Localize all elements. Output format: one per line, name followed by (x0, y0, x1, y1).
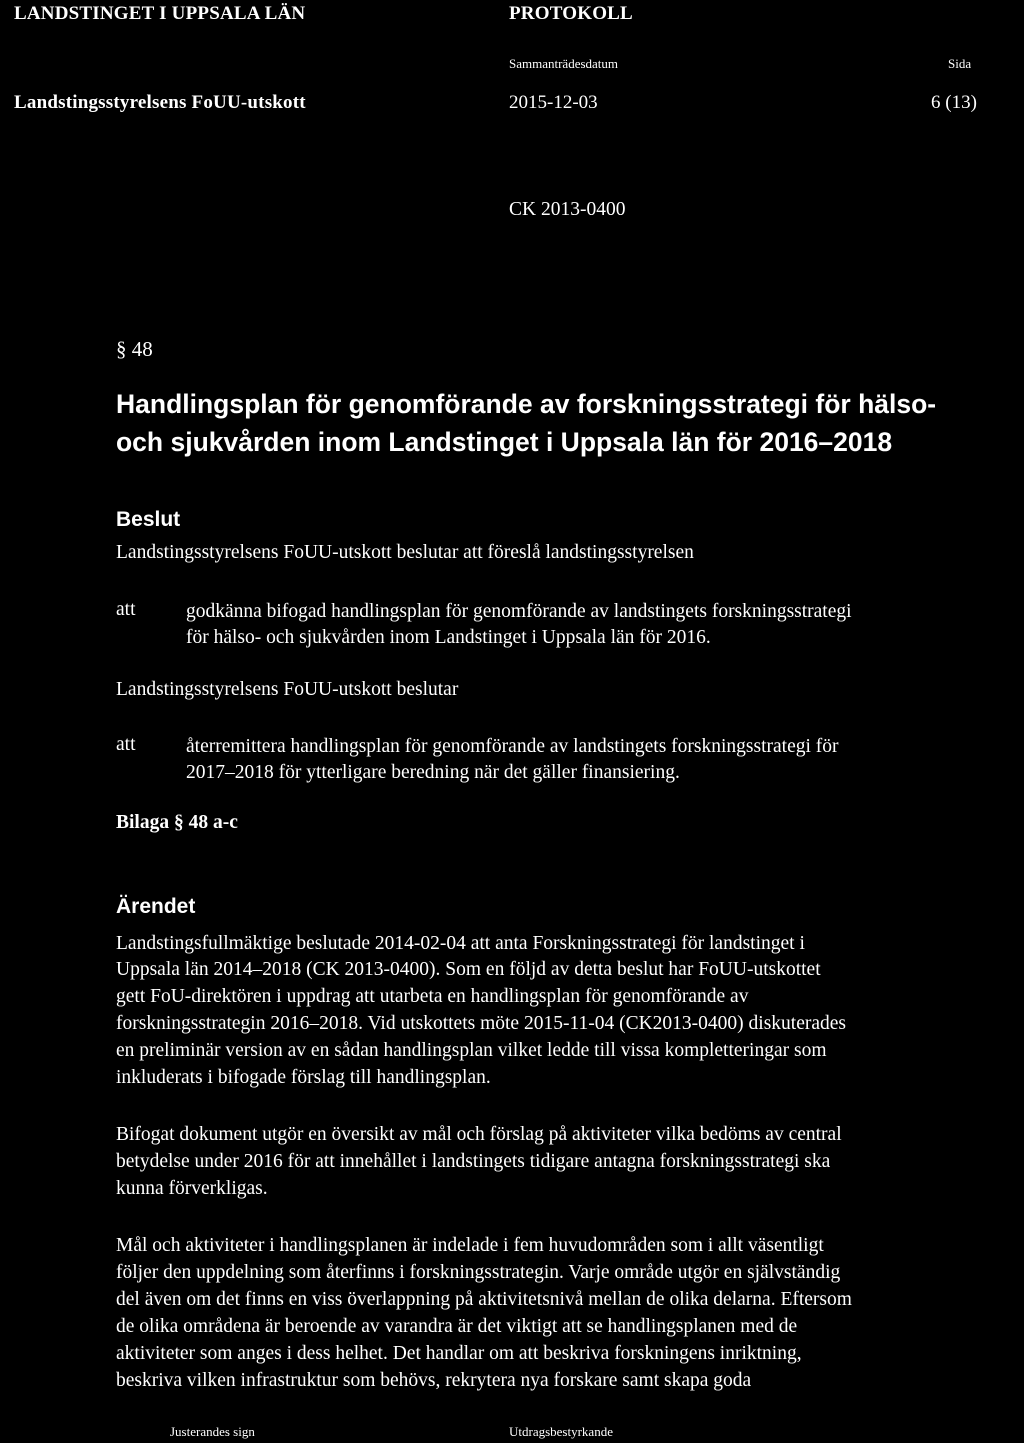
arendet-p1-line-5: en preliminär version av en sådan handlingsplan vilket ledde till vissa kompletteringar som (116, 1040, 827, 1061)
attachment-reference: Bilaga § 48 a-c (116, 812, 238, 833)
arendet-p2-line-3: kunna förverkligas. (116, 1178, 268, 1199)
arendet-p3-line-2: följer den uppdelning som återfinns i forskningsstrategin. Varje område utgör en självständig (116, 1262, 841, 1283)
page-number: 6 (13) (931, 92, 977, 113)
page-label: Sida (948, 56, 972, 71)
arendet-p1-line-3: gett FoU-direktören i uppdrag att utarbeta en handlingsplan för genomförande av (116, 986, 749, 1007)
arendet-heading: Ärendet (116, 895, 196, 918)
arendet-p3-line-5: aktiviteter som anges i dess helhet. Det handlar om att beskriva forskningens inriktning, (116, 1343, 802, 1364)
meeting-date: 2015-12-03 (509, 92, 598, 113)
title-line-2: och sjukvården inom Landstinget i Uppsala län för 2016–2018 (116, 427, 893, 457)
arendet-p1-line-1: Landstingsfullmäktige beslutade 2014-02-04 att anta Forskningsstrategi för landstinget i (116, 933, 805, 954)
decision-1-line-1: godkänna bifogad handlingsplan för genomförande av landstingets forskningsstrategi (186, 601, 852, 622)
decision-2-line-2: 2017–2018 för ytterligare beredning när det gäller finansiering. (186, 762, 680, 783)
certification-label: Utdragsbestyrkande (509, 1424, 613, 1439)
document-type: PROTOKOLL (509, 3, 633, 24)
title-line-1: Handlingsplan för genomförande av forskningsstrategi för hälso- (116, 389, 937, 419)
committee-name: Landstingsstyrelsens FoUU-utskott (14, 92, 306, 113)
arendet-p2-line-1: Bifogat dokument utgör en översikt av mål och förslag på aktiviteter vilka bedöms av central (116, 1124, 842, 1145)
arendet-p2-line-2: betydelse under 2016 för att innehållet i landstingets tidigare antagna forskningsstrategi ska (116, 1151, 831, 1172)
arendet-p3-line-4: de olika områdena är beroende av varandra är det viktigt att se handlingsplanen med de (116, 1316, 798, 1337)
beslut-intro-2: Landstingsstyrelsens FoUU-utskott beslutar (116, 679, 459, 700)
page-title (116, 385, 1006, 461)
arendet-p3-line-3: del även om det finns en viss överlappning på aktivitetsnivå mellan de olika delarna. Eftersom (116, 1289, 852, 1310)
arendet-p1-line-4: forskningsstrategin 2016–2018. Vid utskottets möte 2015-11-04 (CK2013-0400) diskuterades (116, 1013, 847, 1034)
att-label-2: att (116, 734, 136, 755)
decision-1-line-2: för hälso- och sjukvården inom Landstinget i Uppsala län för 2016. (186, 627, 711, 648)
date-label: Sammanträdesdatum (509, 56, 619, 71)
org-name: LANDSTINGET I UPPSALA LÄN (14, 3, 306, 24)
arendet-p1-line-2: Uppsala län 2014–2018 (CK 2013-0400). Som en följd av detta beslut har FoUU-utskottet (116, 959, 821, 980)
arendet-p3-line-1: Mål och aktiviteter i handlingsplanen är indelade i fem huvudområden som i allt väsentligt (116, 1235, 824, 1256)
decision-2-line-1: återremittera handlingsplan för genomförande av landstingets forskningsstrategi för (186, 736, 839, 757)
case-number: CK 2013-0400 (509, 199, 626, 220)
att-label-1: att (116, 599, 136, 620)
signature-label: Justerandes sign (170, 1424, 255, 1439)
arendet-p1-line-6: inkluderats i bifogade förslag till handlingsplan. (116, 1067, 491, 1088)
arendet-p3-line-6: beskriva vilken infrastruktur som behövs, rekrytera nya forskare samt skapa goda (116, 1370, 752, 1391)
beslut-intro-1: Landstingsstyrelsens FoUU-utskott beslutar att föreslå landstingsstyrelsen (116, 542, 694, 563)
beslut-heading: Beslut (116, 508, 181, 531)
paragraph-number: § 48 (116, 337, 153, 361)
